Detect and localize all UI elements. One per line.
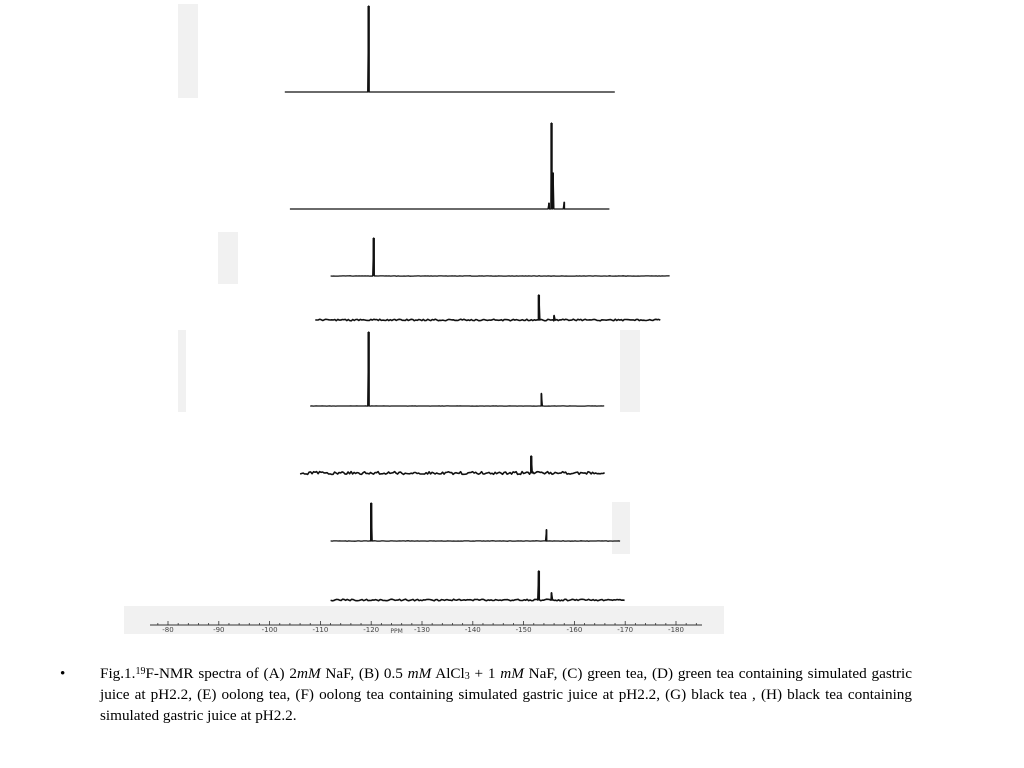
spectrum-line-E — [310, 332, 604, 406]
figure-caption — [60, 663, 912, 726]
caption-bullet: • — [60, 665, 66, 682]
scan-artifact-1 — [178, 4, 198, 98]
tick-label: -100 — [261, 626, 278, 634]
spectrum-line-F — [300, 456, 604, 474]
caption-text-4: + 1 — [469, 665, 501, 682]
tick-label: -120 — [363, 626, 380, 634]
spectrum-line-B — [290, 123, 610, 209]
scan-artifact-2 — [218, 232, 238, 284]
tick-label: -150 — [515, 626, 532, 634]
spectrum-line-C — [331, 238, 670, 276]
caption-text-3: AlCl — [431, 665, 465, 682]
scan-artifact-5 — [612, 502, 630, 554]
tick-label: -140 — [464, 626, 481, 634]
tick-label: -180 — [668, 626, 684, 634]
scan-artifact-4 — [620, 330, 640, 412]
tick-label: -130 — [414, 626, 430, 634]
spectrum-G — [331, 503, 620, 541]
spectrum-line-D — [315, 295, 660, 321]
spectrum-F — [300, 456, 604, 474]
caption-unit-1: mM — [296, 665, 321, 682]
caption-isotope-mass: 19 — [135, 666, 146, 677]
caption-unit-3: mM — [500, 665, 524, 682]
caption-text — [100, 663, 912, 726]
caption-text-2: NaF, (B) 0.5 — [320, 665, 408, 682]
tick-label: -160 — [566, 626, 583, 634]
spectrum-A — [285, 6, 615, 92]
tick-label: -80 — [162, 626, 174, 634]
spectrum-line-A — [285, 6, 615, 92]
spectrum-E — [310, 332, 604, 406]
tick-label: -90 — [213, 626, 225, 634]
spectrum-line-H — [331, 571, 625, 601]
spectrum-C — [331, 238, 670, 276]
caption-unit-2: mM — [407, 665, 432, 682]
tick-label: -170 — [617, 626, 634, 634]
caption-text-5: NaF, (C) green tea, (D) green tea containing simulated gastric juice at pH2.2, (E) oolong tea, (F) oolong tea containing simulated gastric juice at pH2.2, (G) black tea , (H) black tea containing simulated gastric juice at pH2.2. — [100, 665, 912, 724]
spectrum-line-G — [331, 503, 620, 541]
scan-artifact-3 — [178, 330, 186, 412]
tick-label: -110 — [312, 626, 329, 634]
spectrum-B — [290, 123, 610, 209]
caption-text-1: F-NMR spectra of (A) 2 — [145, 665, 297, 682]
spectrum-H — [331, 571, 625, 601]
x-axis-label: PPM — [390, 628, 403, 635]
spectrum-D — [315, 295, 660, 321]
caption-subscript: 3 — [464, 671, 470, 682]
caption-fig-label: Fig.1. — [100, 665, 136, 682]
spectrum-traces — [285, 6, 670, 601]
